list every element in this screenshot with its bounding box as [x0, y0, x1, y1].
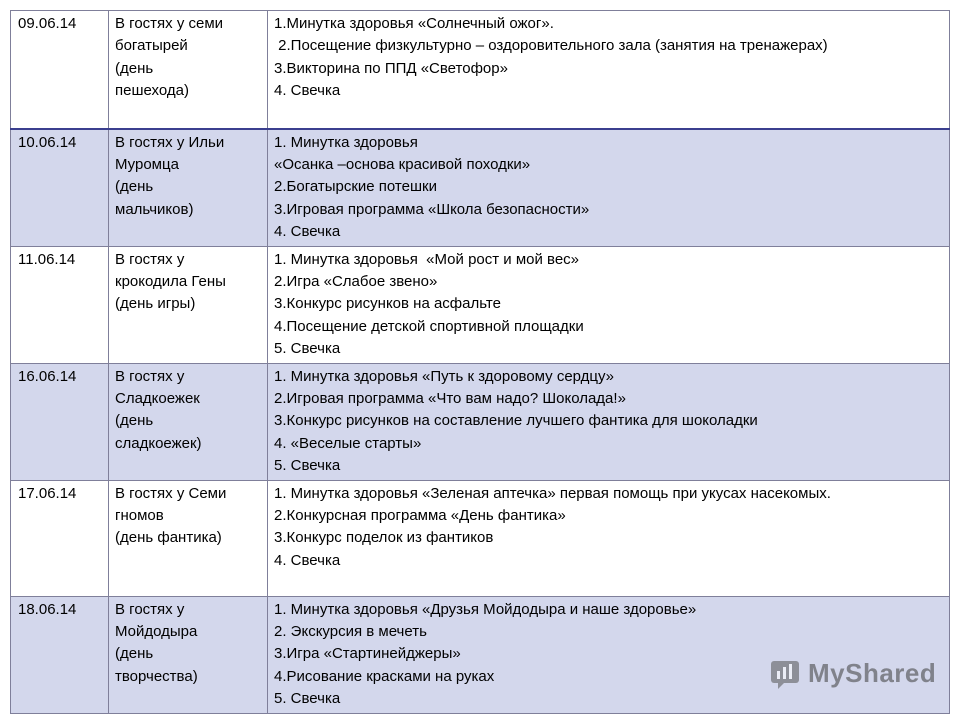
activity-item: 1. Минутка здоровья «Путь к здоровому сердцу» [274, 367, 615, 385]
theme-line: (день [115, 59, 154, 77]
table-row [11, 11, 950, 129]
theme-line: В гостях у [115, 367, 185, 385]
table-row [11, 596, 950, 713]
activity-item: 1. Минутка здоровья «Друзья Мойдодыра и наше здоровье» [274, 600, 697, 618]
theme-cell [109, 129, 268, 247]
activity-item: 4. Свечка [274, 223, 341, 241]
theme-cell [109, 480, 268, 596]
activity-item: 1. Минутка здоровья [274, 133, 418, 151]
theme-line: (день фантика) [115, 529, 222, 547]
activity-item: 2.Богатырские потешки [274, 178, 437, 196]
theme-line: богатырей [115, 37, 188, 55]
activity-item: 4.Рисование красками на руках [274, 667, 495, 685]
activity-item: 1. Минутка здоровья «Мой рост и мой вес» [274, 250, 580, 268]
table-row [11, 363, 950, 480]
theme-cell [109, 246, 268, 363]
theme-line: В гостях у Семи [115, 484, 227, 502]
schedule-table [10, 10, 950, 714]
theme-line: (день [115, 178, 154, 196]
activity-item: 4. Свечка [274, 82, 341, 100]
date-cell: 17.06.14 [11, 480, 109, 596]
activity-item: 4.Посещение детской спортивной площадки [274, 317, 584, 335]
activities-cell [268, 11, 950, 129]
activity-item: 4. Свечка [274, 551, 341, 569]
theme-line: творчества) [115, 667, 198, 685]
theme-line: В гостях у Ильи [115, 133, 225, 151]
theme-cell [109, 363, 268, 480]
activity-item: 5. Свечка [274, 690, 341, 708]
activity-item: 2. Экскурсия в мечеть [274, 623, 427, 640]
activity-item: 5. Свечка [274, 457, 341, 475]
activity-item: 2.Посещение физкультурно – оздоровительного зала (занятия на тренажерах) [274, 37, 828, 55]
theme-line: (день [115, 645, 154, 663]
theme-line: В гостях у [115, 600, 185, 618]
theme-line: (день игры) [115, 295, 196, 313]
activity-item: 2.Конкурсная программа «День фантика» [274, 507, 566, 524]
theme-line: (день [115, 412, 154, 430]
theme-cell [109, 11, 268, 129]
activities-cell [268, 129, 950, 247]
theme-line: Муромца [115, 155, 179, 173]
activity-item: 2.Игровая программа «Что вам надо? Шоколада!» [274, 389, 626, 407]
activity-item: 3.Конкурс рисунков на составление лучшего фантика для шоколадки [274, 412, 758, 430]
activities-cell [268, 246, 950, 363]
activity-item: 1. Минутка здоровья «Зеленая аптечка» первая помощь при укусах насекомых. [274, 484, 831, 502]
date-cell: 11.06.14 [11, 246, 109, 363]
activity-item: 3.Викторина по ППД «Светофор» [274, 59, 508, 77]
myshared-logo-icon [768, 656, 802, 690]
theme-line: сладкоежек) [115, 434, 202, 452]
activity-item: «Осанка –основа красивой походки» [274, 155, 531, 173]
theme-line: Сладкоежек [115, 389, 200, 407]
activity-item: 3.Конкурс поделок из фантиков [274, 529, 494, 547]
schedule-body [11, 11, 950, 714]
date-cell: 18.06.14 [11, 596, 109, 713]
activity-item: 1.Минутка здоровья «Солнечный ожог». [274, 15, 554, 32]
theme-line: В гостях у семи [115, 15, 224, 32]
theme-line: мальчиков) [115, 200, 194, 218]
date-cell: 10.06.14 [11, 129, 109, 247]
activity-item: 3.Конкурс рисунков на асфальте [274, 295, 501, 313]
activities-cell [268, 480, 950, 596]
theme-line: крокодила Гены [115, 272, 226, 290]
table-row [11, 246, 950, 363]
watermark-text: MyShared [808, 657, 937, 688]
activity-item: 5. Свечка [274, 340, 341, 358]
theme-line: Мойдодыра [115, 623, 198, 640]
activities-cell [268, 363, 950, 480]
activity-item: 2.Игра «Слабое звено» [274, 272, 438, 290]
theme-line: пешехода) [115, 82, 189, 100]
theme-cell [109, 596, 268, 713]
activity-item: 4. «Веселые старты» [274, 434, 422, 452]
watermark [768, 656, 936, 690]
activity-item: 3.Игра «Стартинейджеры» [274, 645, 461, 663]
table-row [11, 480, 950, 596]
theme-line: гномов [115, 507, 164, 524]
theme-line: В гостях у [115, 250, 185, 268]
date-cell: 09.06.14 [11, 11, 109, 129]
activities-cell [268, 596, 950, 713]
activity-item: 3.Игровая программа «Школа безопасности» [274, 200, 590, 218]
date-cell: 16.06.14 [11, 363, 109, 480]
table-row [11, 129, 950, 247]
